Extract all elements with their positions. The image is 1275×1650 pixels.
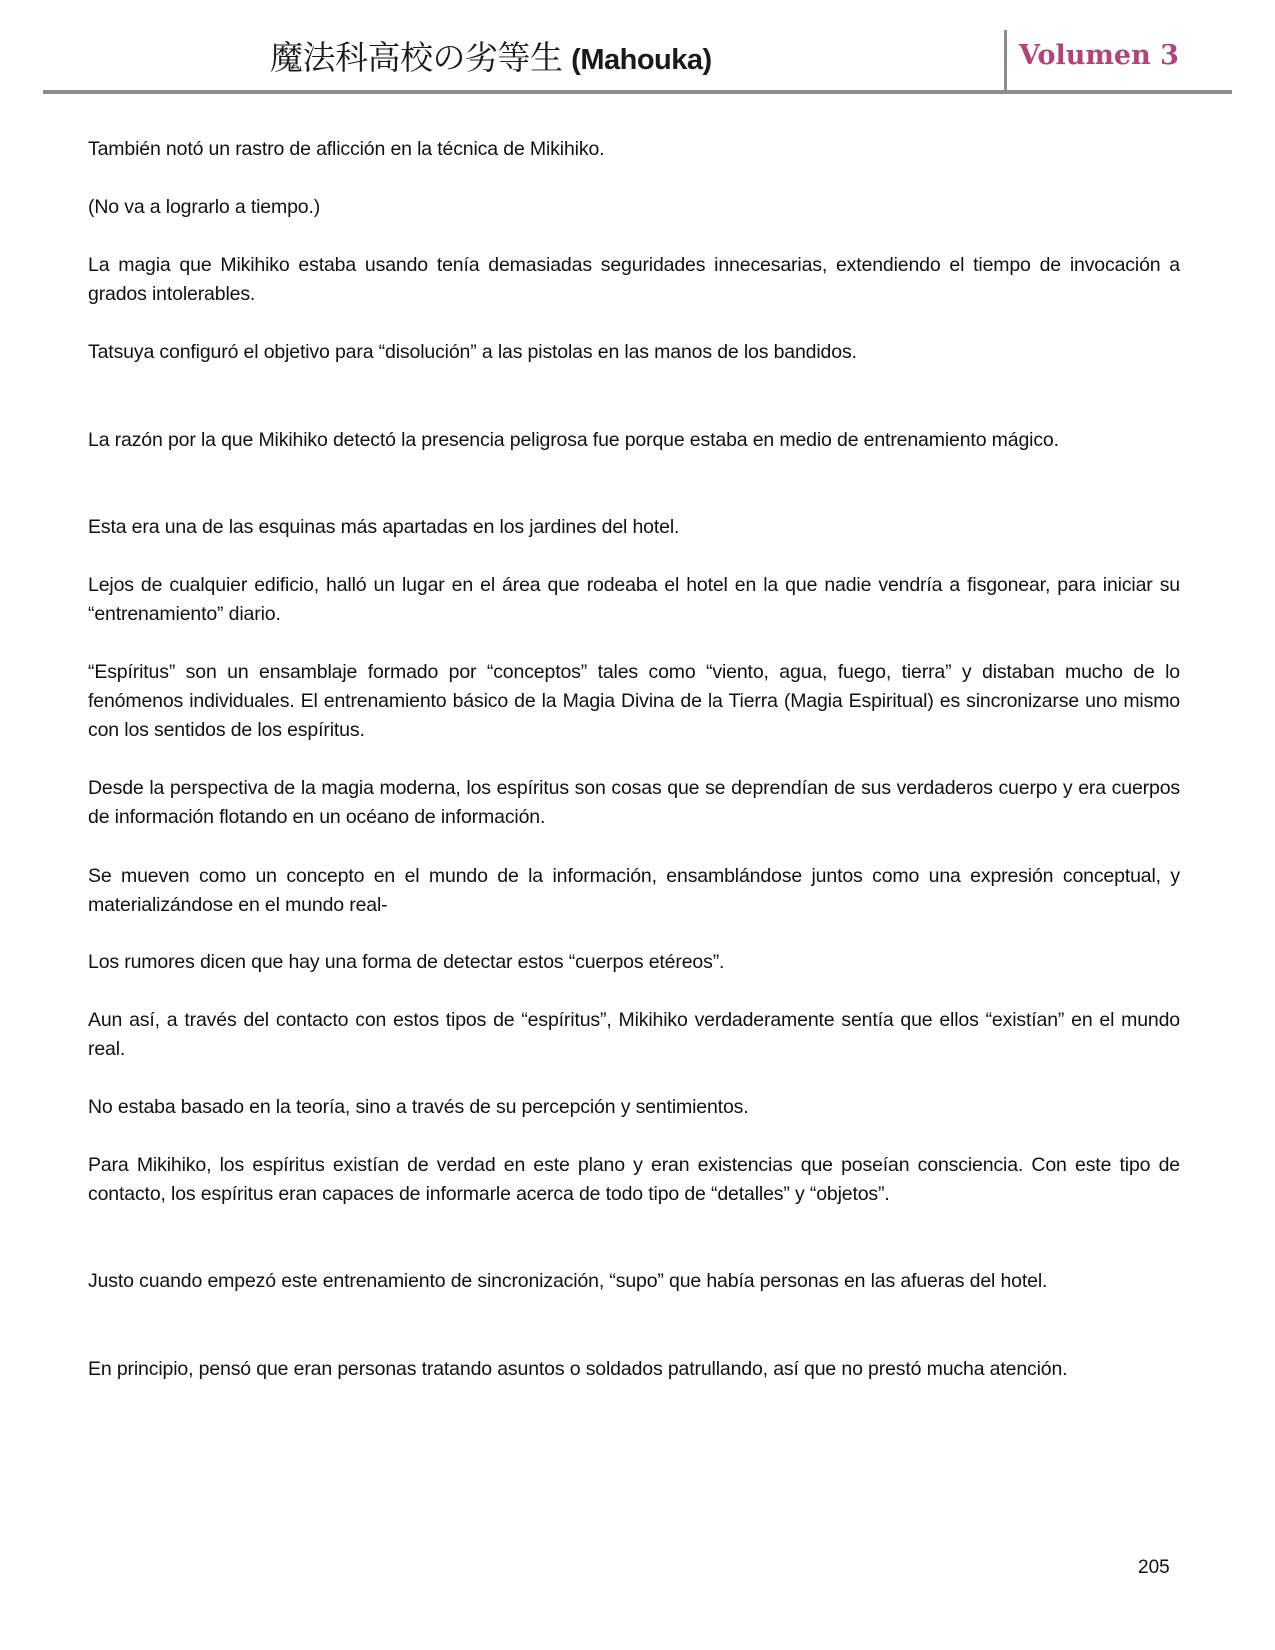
header-rule [43,90,1232,94]
book-title [270,38,712,80]
paragraph: No estaba basado en la teoría, sino a través de su percepción y sentimientos. [88,1096,749,1118]
paragraph: La razón por la que Mikihiko detectó la presencia peligrosa fue porque estaba en medio de entrenamiento mágico. [88,429,1059,451]
volume-label: Volumen 3 [1019,40,1179,71]
paragraph: En principio, pensó que eran personas tratando asuntos o soldados patrullando, así que no prestó mucha atención. [88,1358,1068,1380]
paragraph: “Espíritus” son un ensamblaje formado por “conceptos” tales como “viento, agua, fuego, tierra” y distaban mucho de lo fenómenos individuales. El entrenamiento básico de la Magia Divina de la Tierra (Magia Espiritual) es sincronizarse uno mismo con los sentidos de los espíritus. [88,661,1180,742]
paragraph: Para Mikihiko, los espíritus existían de verdad en este plano y eran existencias que poseían consciencia. Con este tipo de contacto, los espíritus eran capaces de informarle acerca de todo tipo de “detalles” y “objetos”. [88,1154,1180,1206]
book-title-latin: (Mahouka) [571,44,712,76]
page-header [0,0,1275,100]
paragraph: Aun así, a través del contacto con estos tipos de “espíritus”, Mikihiko verdaderamente sentía que ellos “existían” en el mundo real. [88,1009,1180,1061]
paragraph: (No va a lograrlo a tiempo.) [88,196,321,218]
paragraph: Esta era una de las esquinas más apartadas en los jardines del hotel. [88,516,680,538]
paragraph: Desde la perspectiva de la magia moderna, los espíritus son cosas que se deprendían de sus verdaderos cuerpo y era cuerpos de información flotando en un océano de información. [88,777,1180,829]
paragraph: Los rumores dicen que hay una forma de detectar estos “cuerpos etéreos”. [88,951,725,973]
paragraph: La magia que Mikihiko estaba usando tenía demasiadas seguridades innecesarias, extendiendo el tiempo de invocación a grados intolerables. [88,254,1180,306]
paragraph: Tatsuya configuró el objetivo para “disolución” a las pistolas en las manos de los bandidos. [88,341,857,363]
paragraph: Justo cuando empezó este entrenamiento de sincronización, “supo” que había personas en las afueras del hotel. [88,1270,1048,1292]
book-title-japanese: 魔法科高校の劣等生 [270,39,563,76]
paragraph: Se mueven como un concepto en el mundo de la información, ensamblándose juntos como una expresión conceptual, y materializándose en el mundo real- [88,865,1180,917]
paragraph: Lejos de cualquier edificio, halló un lugar en el área que rodeaba el hotel en la que nadie vendría a fisgonear, para iniciar su “entrenamiento” diario. [88,574,1180,626]
header-vertical-divider [1004,30,1007,92]
paragraph: También notó un rastro de aflicción en la técnica de Mikihiko. [88,138,605,160]
page-number: 205 [1138,1557,1170,1578]
